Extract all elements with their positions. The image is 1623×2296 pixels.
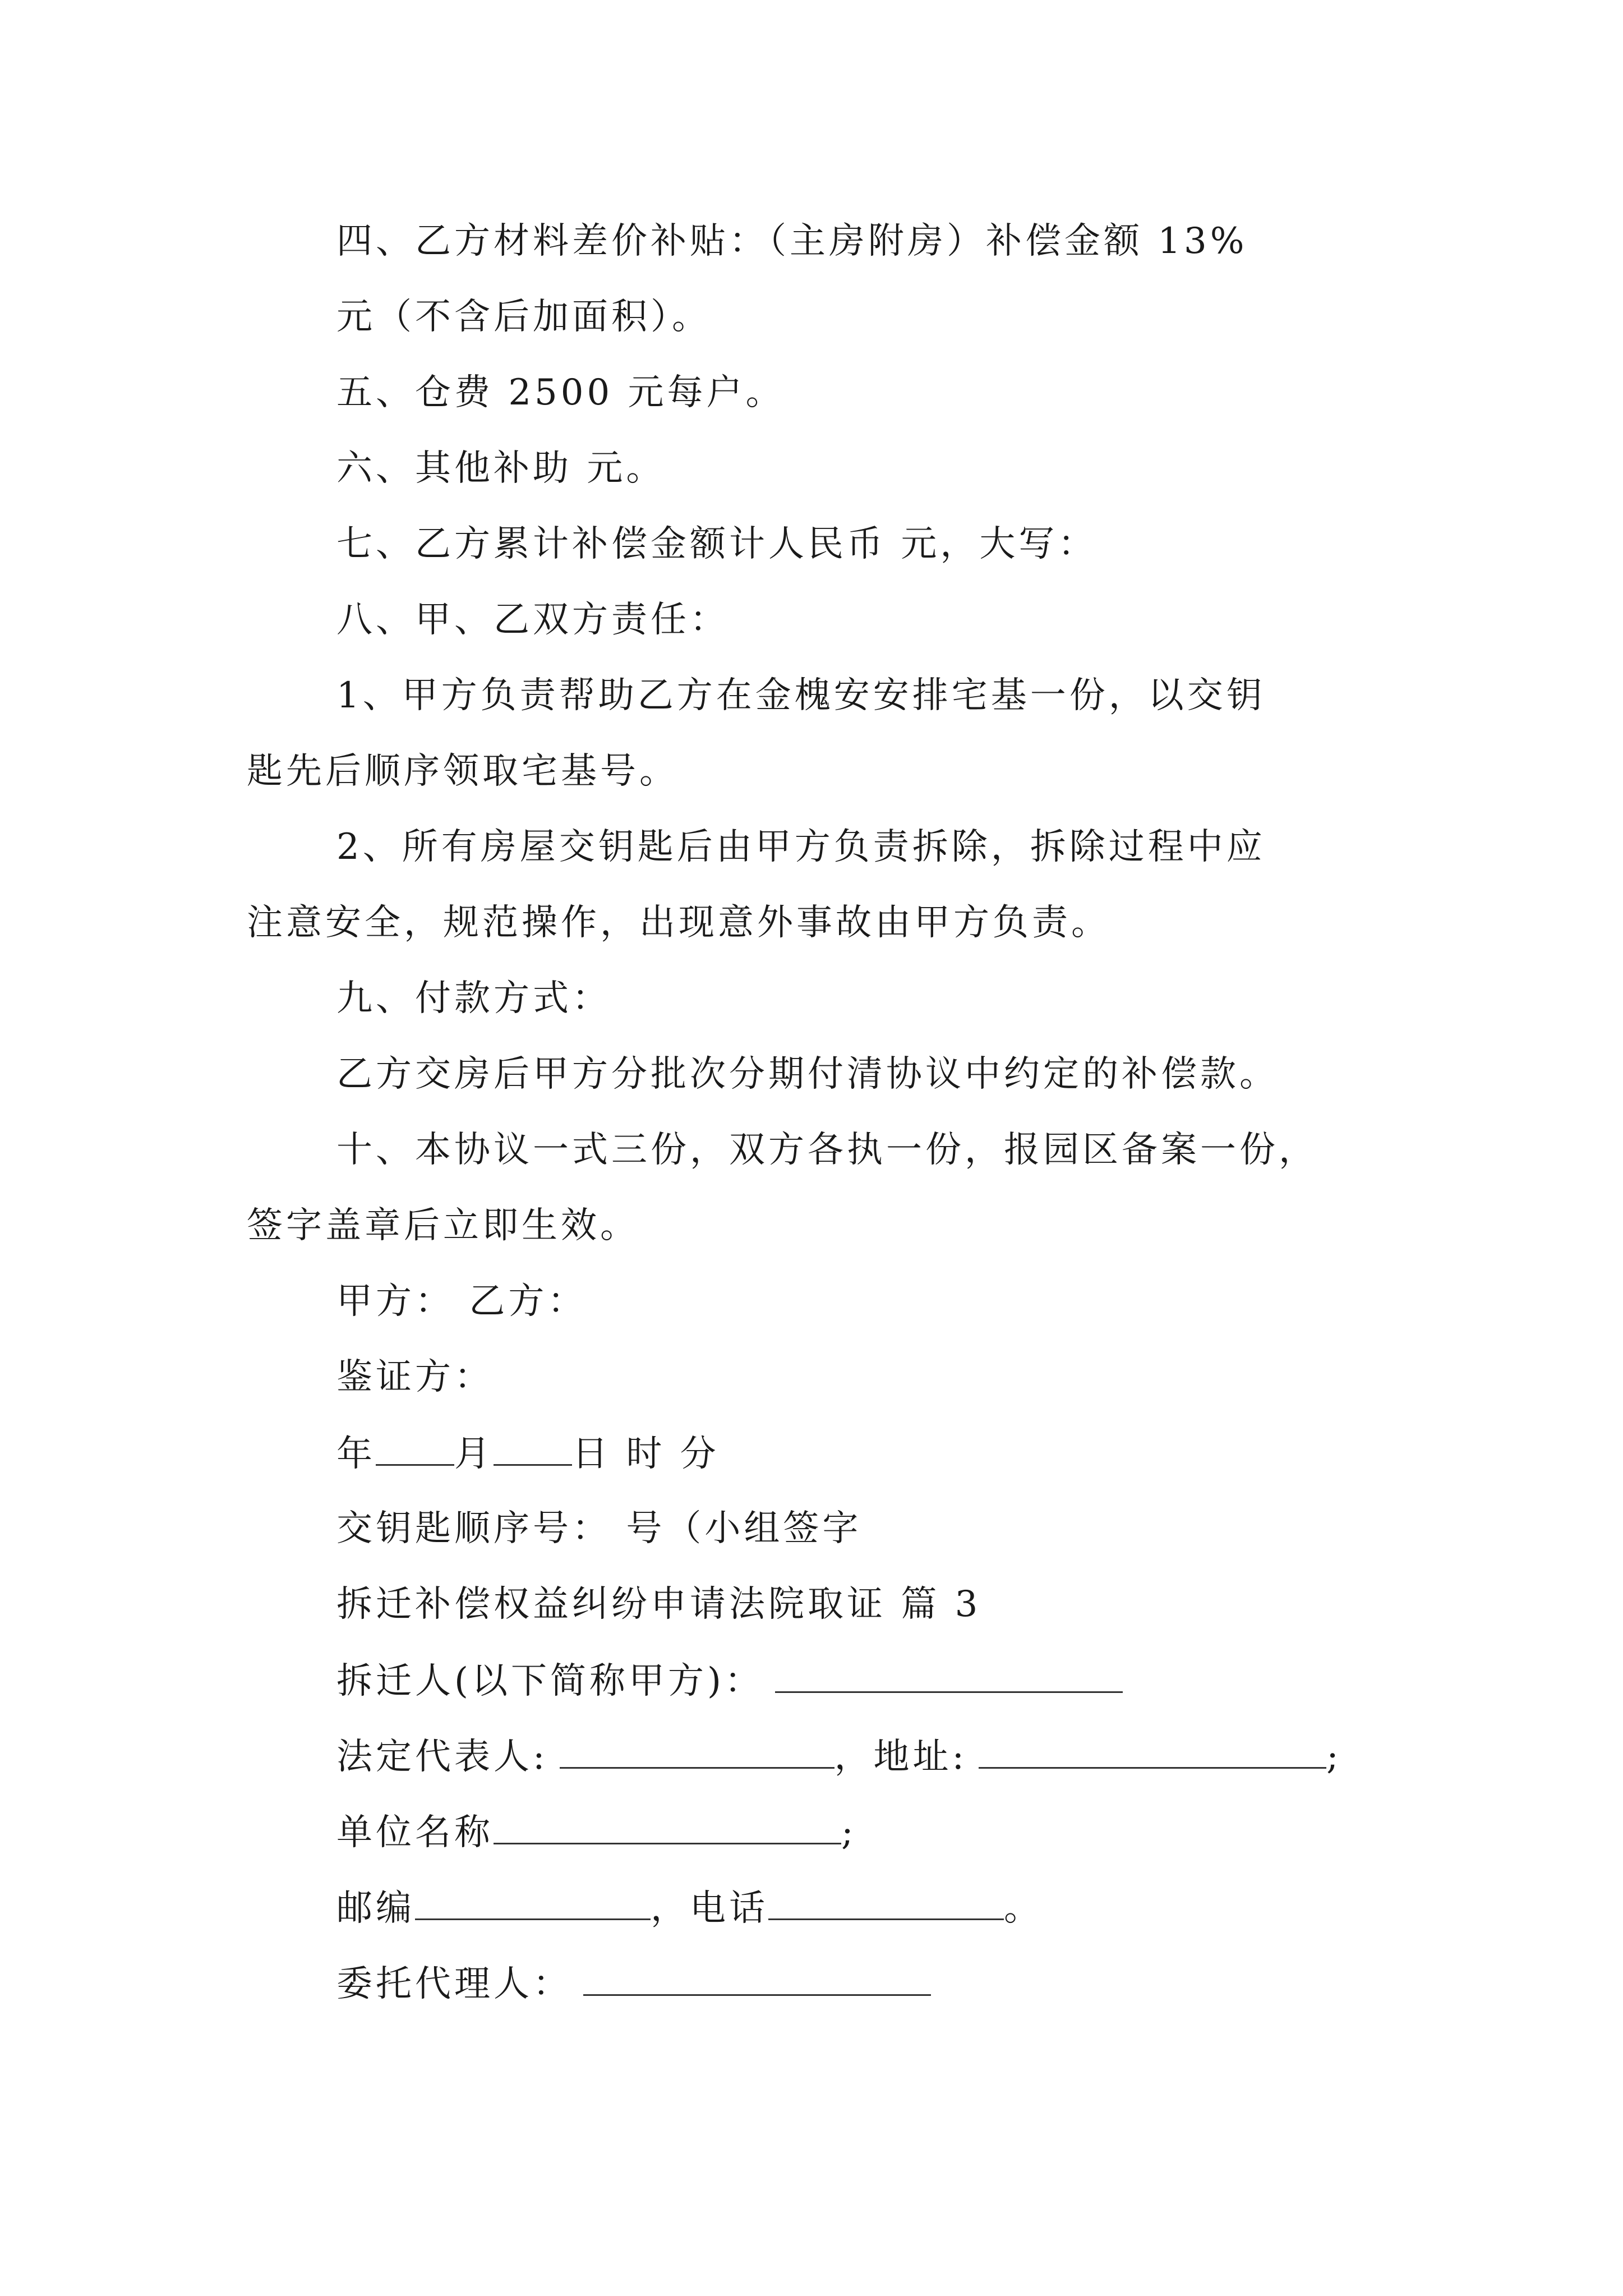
clause-8-item-2-line-1: 2、所有房屋交钥匙后由甲方负责拆除，拆除过程中应 [336,826,1266,868]
clause-7: 七、乙方累计补偿金额计人民币 元，大写： [336,523,1098,565]
year-label: 年 [336,1433,376,1475]
legal-rep-line [336,1733,1342,1779]
demolisher-label: 拆迁人(以下简称甲方)： [336,1660,764,1702]
clause-9-body: 乙方交房后甲方分批次分期付清协议中约定的补偿款。 [336,1053,1279,1095]
demolisher-line [336,1658,1123,1704]
unit-name-line [336,1809,857,1855]
day-blank [494,1430,572,1466]
clause-8-item-2-line-2: 注意安全，规范操作，出现意外事故由甲方负责。 [247,902,1110,944]
address-blank [979,1733,1326,1769]
postcode-label: 邮编 [336,1888,415,1929]
signature-parties: 甲方： 乙方： [336,1281,587,1322]
unit-name-label: 单位名称 [336,1812,494,1853]
clause-8-item-1-line-1: 1、甲方负责帮助乙方在金槐安安排宅基一份，以交钥 [336,675,1266,716]
unit-name-end: ; [841,1812,857,1853]
agent-blank [583,1961,931,1996]
clause-9-heading: 九、付款方式： [336,978,611,1019]
clause-8-heading: 八、甲、乙双方责任： [336,599,729,641]
clause-6: 六、其他补助 元。 [336,448,666,489]
legal-rep-blank [560,1733,834,1769]
phone-blank [768,1885,1004,1920]
postcode-phone-line [336,1885,1043,1931]
key-order-line: 交钥匙顺序号： 号（小组签字 [336,1508,862,1549]
clause-10-line-2: 签字盖章后立即生效。 [247,1205,639,1246]
month-blank [376,1430,454,1466]
clause-5: 五、仓费 2500 元每户。 [336,372,785,413]
phone-end: 。 [1004,1888,1043,1929]
day-time-label: 日 时 分 [572,1433,720,1475]
agent-label: 委托代理人： [336,1963,572,2005]
clause-4-line-2: 元（不含后加面积）。 [336,296,711,338]
section-title: 拆迁补偿权益纠纷申请法院取证 篇 3 [336,1584,981,1625]
clause-4-line-1: 四、乙方材料差价补贴：（主房附房）补偿金额 13% [336,220,1248,262]
postcode-blank [415,1885,651,1920]
clause-10-line-1: 十、本协议一式三份，双方各执一份，报园区备案一份， [336,1129,1318,1171]
agent-line [336,1961,931,2007]
legal-rep-label: 法定代表人: [336,1736,548,1778]
address-end: ; [1326,1736,1342,1778]
unit-name-blank [494,1809,841,1844]
witness-party: 鉴证方： [336,1356,494,1398]
clause-8-item-1-line-2: 匙先后顺序领取宅基号。 [247,751,679,792]
date-line [336,1430,720,1476]
demolisher-blank [775,1658,1123,1693]
phone-label: ，电话 [651,1888,768,1929]
address-label: ，地址: [834,1736,968,1778]
month-label: 月 [454,1433,494,1475]
